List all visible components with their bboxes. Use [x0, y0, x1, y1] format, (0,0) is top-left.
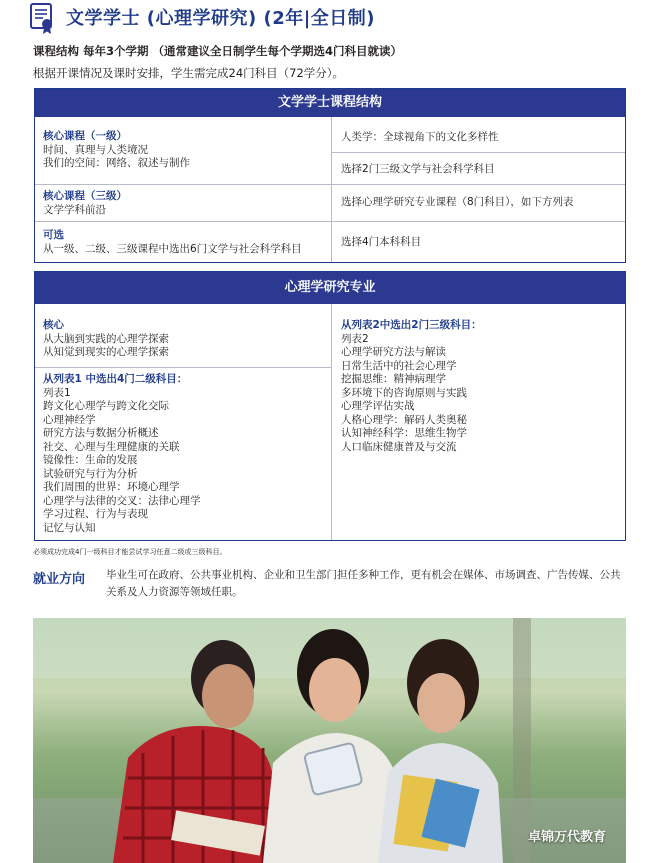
major-table: [34, 271, 626, 541]
course-structure-heading: 课程结构 每年3个学期 （通常建议全日制学生每个学期选4门科目就读）: [33, 44, 403, 58]
undergrad-choice-cell: 选择4门本科科目: [341, 236, 422, 248]
students-photo: [33, 618, 626, 863]
core-level3-cell: 核心课程（三级） 文学学科前沿: [43, 190, 127, 216]
watermark: 卓锦万代教育: [527, 830, 606, 845]
major-choice-cell: 选择心理学研究专业课程（8门科目），如下方列表: [341, 196, 574, 208]
list2-cell: 从列表2中选出2门三级科目： 列表2 心理学研究方法与解读 日常生活中的社会心理学 挖掘思维：精神病理学 多环境下的咨询原则与实践 心理学评估实战 人格心理学：解码人类奥秘 认知神经科学：思维生物学 人口临床健康普及与交流: [341, 319, 482, 453]
major-table-heading: 心理学研究专业: [35, 272, 625, 304]
credit-requirement-note: 根据开课情况及课时安排，学生需完成24门科目（72学分）。: [33, 66, 345, 80]
structure-table: [34, 88, 626, 263]
career-label: 就业方向: [33, 572, 86, 587]
career-text: 毕业生可在政府、公共事业机构、企业和卫生部门担任多种工作，更有机会在媒体、市场调查、广告传媒、公共关系及人力资源等领域任职。: [106, 569, 621, 598]
certificate-icon: [28, 3, 56, 35]
core-level1-cell: 核心课程（一级） 时间、真理与人类境况 我们的空间：网络、叙述与制作: [43, 130, 190, 169]
choose-level3-cell: 选择2门三级文学与社会科学科目: [341, 163, 495, 175]
list1-cell: 从列表1 中选出4门二级科目： 列表1 跨文化心理学与跨文化交际 心理神经学 研究方法与数据分析概述 社交、心理与生理健康的关联 镜像性：生命的发展 试验研究与行为分析 我们周围的世界：环境心理学 心理学与法律的交叉：法律心理学 学习过程、行为与表现 记忆与认知: [43, 373, 201, 534]
anthropology-cell: 人类学：全球视角下的文化多样性: [341, 131, 499, 143]
elective-cell: 可选 从一级、二级、三级课程中选出6门文学与社会科学科目: [43, 229, 302, 255]
structure-table-heading: 文学学士课程结构: [35, 89, 625, 117]
core-courses-cell: 核心 从大脑到实践的心理学探索 从知觉到现实的心理学探索: [43, 319, 169, 358]
prerequisite-note: 必须成功完成4门一级科目才能尝试学习任意二级或三级科目。: [33, 548, 227, 556]
page-title: 文学学士 (心理学研究) (2年|全日制): [66, 8, 376, 29]
